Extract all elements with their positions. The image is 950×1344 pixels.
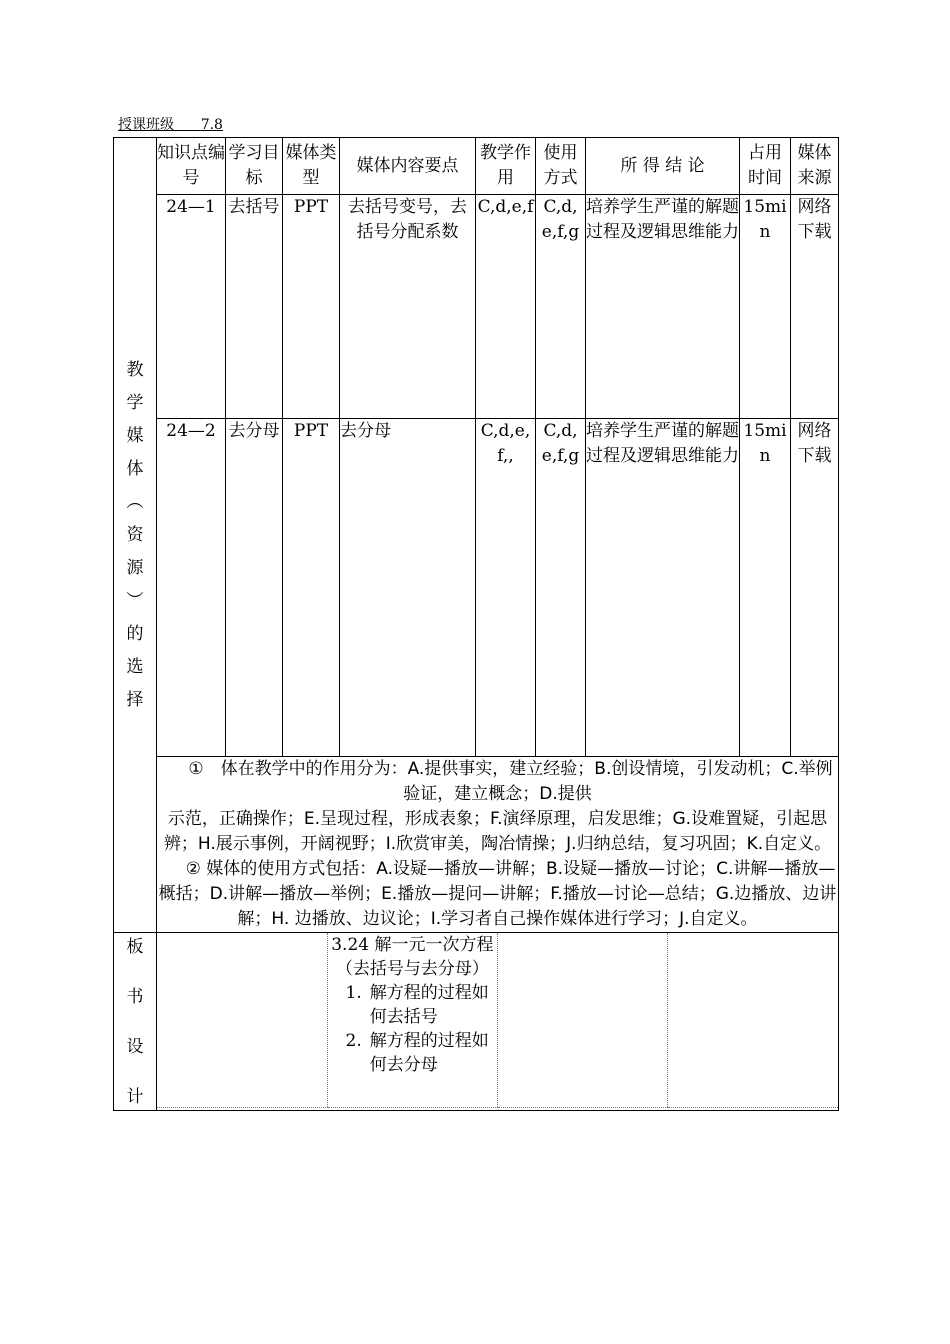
cell-knowledge-no: 24—1 <box>157 195 226 419</box>
board-column-1 <box>157 933 327 1108</box>
board-item-text: 解方程的过程如何去括号 <box>369 983 489 1027</box>
header-role: 教学作用 <box>476 138 536 195</box>
board-section-char: 计 <box>126 1087 144 1107</box>
cell-source: 网络下载 <box>791 195 839 419</box>
board-item <box>328 981 497 1029</box>
class-line <box>118 114 223 134</box>
cell-media-type: PPT <box>283 419 340 757</box>
header-content: 媒体内容要点 <box>340 138 476 195</box>
note-role-first: ① 体在教学中的作用分为：A.提供事实，建立经验；B.创设情境，引发动机；C.举例验证，建立概念；D.提供 <box>188 759 833 804</box>
header-usage: 使用方式 <box>536 138 586 195</box>
media-section-char: 教 <box>126 359 144 380</box>
table-row <box>114 419 839 757</box>
note-usage: ② 媒体的使用方式包括：A.设疑—播放—讲解；B.设疑—播放—讨论；C.讲解—播放—概括；D.讲解—播放—举例；E.播放—提问—讲解；F.播放—讨论—总结；G.边播放、边讲解；H. 边播放、边议论；I.学习者自己操作媒体进行学习；J.自定义。 <box>158 859 837 929</box>
media-section-char: 资 <box>126 524 144 545</box>
header-media-type: 媒体类型 <box>283 138 340 195</box>
board-item-text: 解方程的过程如何去分母 <box>369 1031 489 1075</box>
media-section-char: 的 <box>126 623 144 644</box>
board-section-label <box>114 933 157 1111</box>
cell-goal: 去括号 <box>226 195 283 419</box>
cell-knowledge-no: 24—2 <box>157 419 226 757</box>
cell-time: 15min <box>740 195 791 419</box>
header-source: 媒体来源 <box>791 138 839 195</box>
header-goal: 学习目标 <box>226 138 283 195</box>
media-selection-table <box>113 137 839 1111</box>
cell-content: 去分母 <box>340 419 476 757</box>
media-section-char: 选 <box>126 656 144 677</box>
class-value: 7.8 <box>200 117 223 133</box>
cell-conclusion: 培养学生严谨的解题过程及逻辑思维能力 <box>586 419 740 757</box>
board-title: 3.24 解一元一次方程（去括号与去分母） <box>331 935 494 979</box>
header-knowledge-no: 知识点编 号 <box>157 138 226 195</box>
board-design-cell <box>157 933 839 1111</box>
media-section-char: ︵ <box>126 491 144 512</box>
board-section-char: 板 <box>126 937 144 957</box>
board-section-char: 设 <box>126 1037 144 1057</box>
cell-role: C,d,e,f <box>476 195 536 419</box>
media-section-char: 择 <box>126 689 144 710</box>
cell-conclusion: 培养学生严谨的解题过程及逻辑思维能力 <box>586 195 740 419</box>
media-section-char: 媒 <box>126 425 144 446</box>
board-item-number: 2. <box>345 1031 362 1051</box>
board-item-number: 1. <box>345 983 362 1003</box>
media-section-char: ︶ <box>126 590 144 611</box>
cell-media-type: PPT <box>283 195 340 419</box>
board-column-4 <box>668 933 838 1108</box>
note-role-rest: 示范，正确操作；E.呈现过程，形成表象；F.演绎原理，启发思维；G.设难置疑，引起思辨；H.展示事例，开阔视野；I.欣赏审美，陶冶情操；J.归纳总结，复习巩固；K.自定义。 <box>163 809 832 854</box>
media-section-char: 学 <box>126 392 144 413</box>
board-column-2 <box>327 933 497 1108</box>
cell-source: 网络下载 <box>791 419 839 757</box>
header-conclusion: 所 得 结 论 <box>586 138 740 195</box>
cell-time: 15min <box>740 419 791 757</box>
board-column-3 <box>498 933 668 1108</box>
media-section-char: 体 <box>126 458 144 479</box>
cell-usage: C,d,e,f,g <box>536 419 586 757</box>
cell-role: C,d,e,f,, <box>476 419 536 757</box>
notes-cell <box>157 757 839 933</box>
media-section-label <box>114 138 157 933</box>
cell-goal: 去分母 <box>226 419 283 757</box>
board-item <box>328 1029 497 1077</box>
board-grid <box>157 933 838 1108</box>
media-section-char: 源 <box>126 557 144 578</box>
header-time: 占用时间 <box>740 138 791 195</box>
table-row <box>114 195 839 419</box>
cell-content: 去括号变号，去括号分配系数 <box>340 195 476 419</box>
cell-usage: C,d,e,f,g <box>536 195 586 419</box>
note-role <box>157 757 838 857</box>
board-section-char: 书 <box>126 987 144 1007</box>
class-label: 授课班级 <box>118 117 174 133</box>
